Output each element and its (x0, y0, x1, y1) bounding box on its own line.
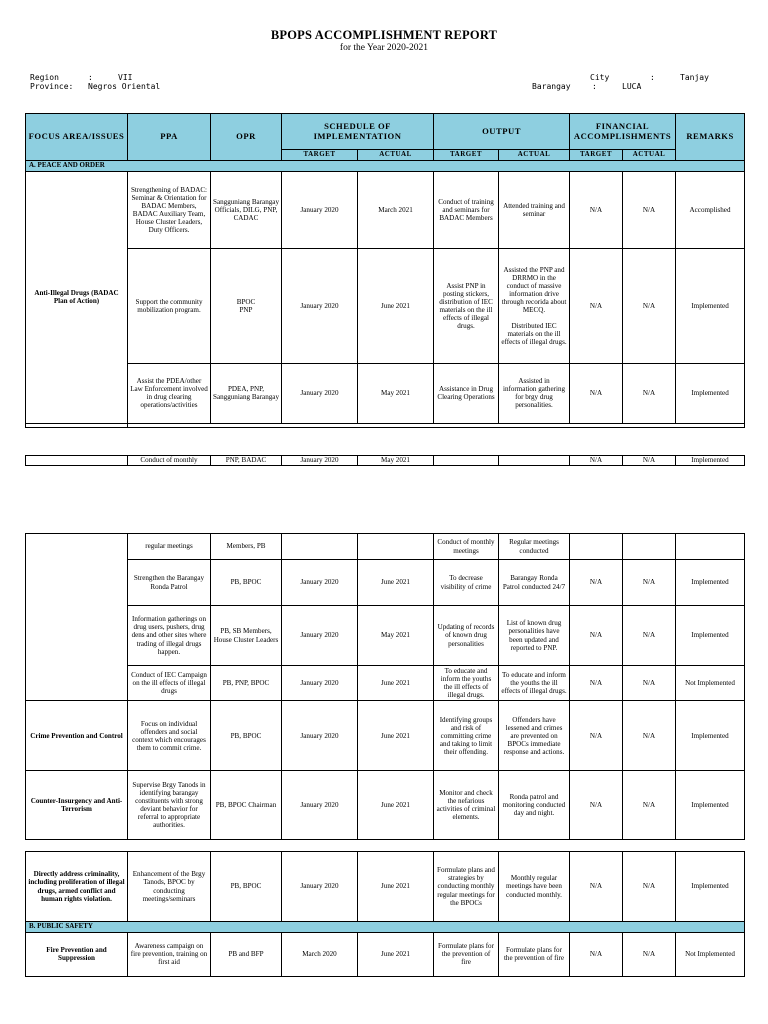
table-row (26, 363, 745, 423)
barangay-colon: : (592, 82, 597, 91)
schedule-target-cell: March 2020 (282, 932, 358, 976)
financial-target-cell: N/A (570, 560, 623, 606)
financial-target-cell: N/A (570, 666, 623, 701)
opr-cell: Members, PB (211, 534, 282, 560)
financial-target-cell: N/A (570, 363, 623, 423)
opr-cell: Sangguniang Barangay Officials, DILG, PNP, CADAC (211, 171, 282, 248)
header-schedule: SCHEDULE OF IMPLEMENTATION (282, 114, 434, 150)
accomplishment-table-continued (25, 533, 745, 840)
accomplishment-table-final (25, 851, 745, 977)
financial-actual-cell: N/A (623, 666, 676, 701)
financial-actual-cell: N/A (623, 701, 676, 771)
schedule-actual-cell: June 2021 (358, 666, 434, 701)
spacer-cell (26, 423, 128, 427)
schedule-actual-cell: June 2021 (358, 932, 434, 976)
city-label: City (590, 73, 610, 82)
output-actual-cell: Barangay Ronda Patrol conducted 24/7 (499, 560, 570, 606)
opr-cell: PB, SB Members, House Cluster Leaders (211, 606, 282, 666)
output-actual-cell: Offenders have lessened and crimes are prevented on BPOCs immediate response and actions. (499, 701, 570, 771)
ppa-cell: Enhancement of the Brgy Tanods, BPOC by conducting meetings/seminars (128, 852, 211, 922)
ppa-cell: Conduct of IEC Campaign on the ill effects of illegal drugs (128, 666, 211, 701)
region-label: Region (30, 73, 59, 82)
report-subtitle: for the Year 2020-2021 (339, 43, 429, 53)
ppa-cell: Support the community mobilization program. (128, 248, 211, 363)
remarks-cell (676, 534, 745, 560)
schedule-target-cell: January 2020 (282, 248, 358, 363)
schedule-actual-cell: June 2021 (358, 560, 434, 606)
schedule-actual-cell: March 2021 (358, 171, 434, 248)
opr-cell: PNP, BADAC (211, 456, 282, 466)
region-colon: : (88, 73, 93, 82)
header-schedule-actual: ACTUAL (358, 150, 434, 161)
schedule-target-cell: January 2020 (282, 666, 358, 701)
remarks-cell: Implemented (676, 701, 745, 771)
schedule-target-cell: January 2020 (282, 171, 358, 248)
financial-actual-cell: N/A (623, 771, 676, 840)
schedule-target-cell: January 2020 (282, 456, 358, 466)
remarks-cell: Implemented (676, 248, 745, 363)
focus-fire-prevention: Fire Prevention and Suppression (26, 932, 128, 976)
output-actual-cell: Ronda patrol and monitoring conducted day and night. (499, 771, 570, 840)
barangay-value: LUCA (622, 82, 642, 91)
focus-address-criminality: Directly address criminality, including proliferation of illegal drugs, armed conflict and human rights violation. (26, 852, 128, 922)
financial-actual-cell: N/A (623, 171, 676, 248)
opr-cell: PB, PNP, BPOC (211, 666, 282, 701)
output-actual-cell: List of known drug personalities have been updated and reported to PNP. (499, 606, 570, 666)
schedule-actual-cell: May 2021 (358, 606, 434, 666)
financial-actual-cell: N/A (623, 606, 676, 666)
city-value: Tanjay (680, 73, 709, 82)
header-schedule-target: TARGET (282, 150, 358, 161)
schedule-actual-cell: June 2021 (358, 248, 434, 363)
ppa-cell: regular meetings (128, 534, 211, 560)
focus-crime-prevention: Crime Prevention and Control (26, 701, 128, 771)
schedule-target-cell (282, 534, 358, 560)
spacer-cell (128, 423, 745, 427)
financial-target-cell: N/A (570, 456, 623, 466)
focus-counter-insurgency: Counter-Insurgency and Anti-Terrorism (26, 771, 128, 840)
focus-anti-illegal-drugs: Anti-Illegal Drugs (BADAC Plan of Action) (26, 171, 128, 423)
table-row (26, 534, 745, 560)
focus-cell (26, 534, 128, 701)
output-target-cell: To decrease visibility of crime (434, 560, 499, 606)
barangay-label: Barangay (532, 82, 571, 91)
schedule-actual-cell (358, 534, 434, 560)
output-actual-cell: To educate and inform the youths the ill effects of illegal drugs. (499, 666, 570, 701)
remarks-cell: Implemented (676, 560, 745, 606)
header-output-target: TARGET (434, 150, 499, 161)
output-actual-cell: Regular meetings conducted (499, 534, 570, 560)
header-focus-area: FOCUS AREA/ISSUES (26, 114, 128, 161)
remarks-cell: Implemented (676, 852, 745, 922)
focus-cell (26, 456, 128, 466)
output-target-cell: To educate and inform the youths the ill effects of illegal drugs. (434, 666, 499, 701)
output-actual-cell: Attended training and seminar (499, 171, 570, 248)
financial-actual-cell: N/A (623, 560, 676, 606)
remarks-cell: Not Implemented (676, 932, 745, 976)
remarks-cell: Implemented (676, 771, 745, 840)
schedule-target-cell: January 2020 (282, 363, 358, 423)
ppa-cell: Information gatherings on drug users, pushers, drug dens and other sites where trading of illegal drugs happen. (128, 606, 211, 666)
financial-target-cell: N/A (570, 701, 623, 771)
financial-actual-cell: N/A (623, 932, 676, 976)
section-public-safety: B. PUBLIC SAFETY (26, 922, 745, 933)
opr-cell: PB and BFP (211, 932, 282, 976)
schedule-target-cell: January 2020 (282, 606, 358, 666)
region-value: VII (118, 73, 133, 82)
output-target-cell: Formulate plans for the prevention of fire (434, 932, 499, 976)
output-actual-cell: Formulate plans for the prevention of fire (499, 932, 570, 976)
remarks-cell: Accomplished (676, 171, 745, 248)
table-row (26, 771, 745, 840)
financial-actual-cell (623, 534, 676, 560)
accomplishment-table-strip (25, 455, 745, 466)
section-peace-order: A. PEACE AND ORDER (26, 161, 745, 172)
schedule-actual-cell: May 2021 (358, 363, 434, 423)
output-target-cell: Conduct of training and seminars for BADAC Members (434, 171, 499, 248)
table-row (26, 456, 745, 466)
output-target-cell: Formulate plans and strategies by conducting monthly regular meetings for the BPOCs (434, 852, 499, 922)
ppa-cell: Focus on individual offenders and social context which encourages them to commit crime. (128, 701, 211, 771)
financial-target-cell: N/A (570, 852, 623, 922)
financial-actual-cell: N/A (623, 852, 676, 922)
table-row (26, 171, 745, 248)
output-actual-cell: Monthly regular meetings have been conducted monthly. (499, 852, 570, 922)
financial-target-cell: N/A (570, 771, 623, 840)
table-row (26, 701, 745, 771)
schedule-actual-cell: June 2021 (358, 701, 434, 771)
financial-actual-cell: N/A (623, 456, 676, 466)
financial-actual-cell: N/A (623, 363, 676, 423)
header-ppa: PPA (128, 114, 211, 161)
ppa-cell: Supervise Brgy Tanods in identifying barangay constituents with strong deviant behavior for referral to appropriate authorities. (128, 771, 211, 840)
financial-target-cell: N/A (570, 606, 623, 666)
header-remarks: REMARKS (676, 114, 745, 161)
report-title: BPOPS ACCOMPLISHMENT REPORT (270, 28, 498, 42)
header-output-actual: ACTUAL (499, 150, 570, 161)
financial-target-cell: N/A (570, 171, 623, 248)
remarks-cell: Not Implemented (676, 666, 745, 701)
table-row (26, 248, 745, 363)
remarks-cell: Implemented (676, 606, 745, 666)
financial-target-cell (570, 534, 623, 560)
opr-cell: BPOC PNP (211, 248, 282, 363)
schedule-target-cell: January 2020 (282, 701, 358, 771)
output-actual-cell: Assisted the PNP and DRRMO in the conduct of massive information drive through recorida about MECQ. Distributed IEC materials on the ill effects of illegal drugs. (499, 248, 570, 363)
output-target-cell: Assistance in Drug Clearing Operations (434, 363, 499, 423)
opr-cell: PDEA, PNP, Sangguniang Barangay (211, 363, 282, 423)
header-opr: OPR (211, 114, 282, 161)
table-row (26, 932, 745, 976)
header-financial: FINANCIAL ACCOMPLISHMENTS (570, 114, 676, 150)
ppa-cell: Awareness campaign on fire prevention, training on first aid (128, 932, 211, 976)
output-target-cell: Identifying groups and risk of committing crime and taking to limit their offending. (434, 701, 499, 771)
ppa-cell: Assist the PDEA/other Law Enforcement involved in drug clearing operations/activities (128, 363, 211, 423)
schedule-actual-cell: May 2021 (358, 456, 434, 466)
output-target-cell: Monitor and check the nefarious activities of criminal elements. (434, 771, 499, 840)
table-row (26, 852, 745, 922)
output-actual-cell (499, 456, 570, 466)
table-row (26, 666, 745, 701)
province-value: Negros Oriental (88, 82, 161, 91)
opr-cell: PB, BPOC (211, 701, 282, 771)
financial-actual-cell: N/A (623, 248, 676, 363)
output-target-cell: Conduct of monthly meetings (434, 534, 499, 560)
schedule-actual-cell: June 2021 (358, 852, 434, 922)
financial-target-cell: N/A (570, 248, 623, 363)
remarks-cell: Implemented (676, 456, 745, 466)
remarks-cell: Implemented (676, 363, 745, 423)
opr-cell: PB, BPOC (211, 852, 282, 922)
schedule-target-cell: January 2020 (282, 771, 358, 840)
output-target-cell: Assist PNP in posting stickers, distribution of IEC materials on the ill effects of illegal drugs. (434, 248, 499, 363)
financial-target-cell: N/A (570, 932, 623, 976)
accomplishment-table-main (25, 113, 745, 428)
ppa-cell: Strengthening of BADAC: Seminar & Orientation for BADAC Members, BADAC Auxiliary Team, House Cluster Leaders, Duty Officers. (128, 171, 211, 248)
header-financial-target: TARGET (570, 150, 623, 161)
schedule-actual-cell: June 2021 (358, 771, 434, 840)
schedule-target-cell: January 2020 (282, 560, 358, 606)
header-output: OUTPUT (434, 114, 570, 150)
output-target-cell (434, 456, 499, 466)
opr-cell: PB, BPOC (211, 560, 282, 606)
header-financial-actual: ACTUAL (623, 150, 676, 161)
table-row (26, 606, 745, 666)
province-label: Province: (30, 82, 74, 91)
table-row (26, 560, 745, 606)
ppa-cell: Strengthen the Barangay Ronda Patrol (128, 560, 211, 606)
city-colon: : (650, 73, 655, 82)
output-target-cell: Updating of records of known drug personalities (434, 606, 499, 666)
output-actual-cell: Assisted in information gathering for brgy drug personalities. (499, 363, 570, 423)
schedule-target-cell: January 2020 (282, 852, 358, 922)
ppa-cell: Conduct of monthly (128, 456, 211, 466)
opr-cell: PB, BPOC Chairman (211, 771, 282, 840)
